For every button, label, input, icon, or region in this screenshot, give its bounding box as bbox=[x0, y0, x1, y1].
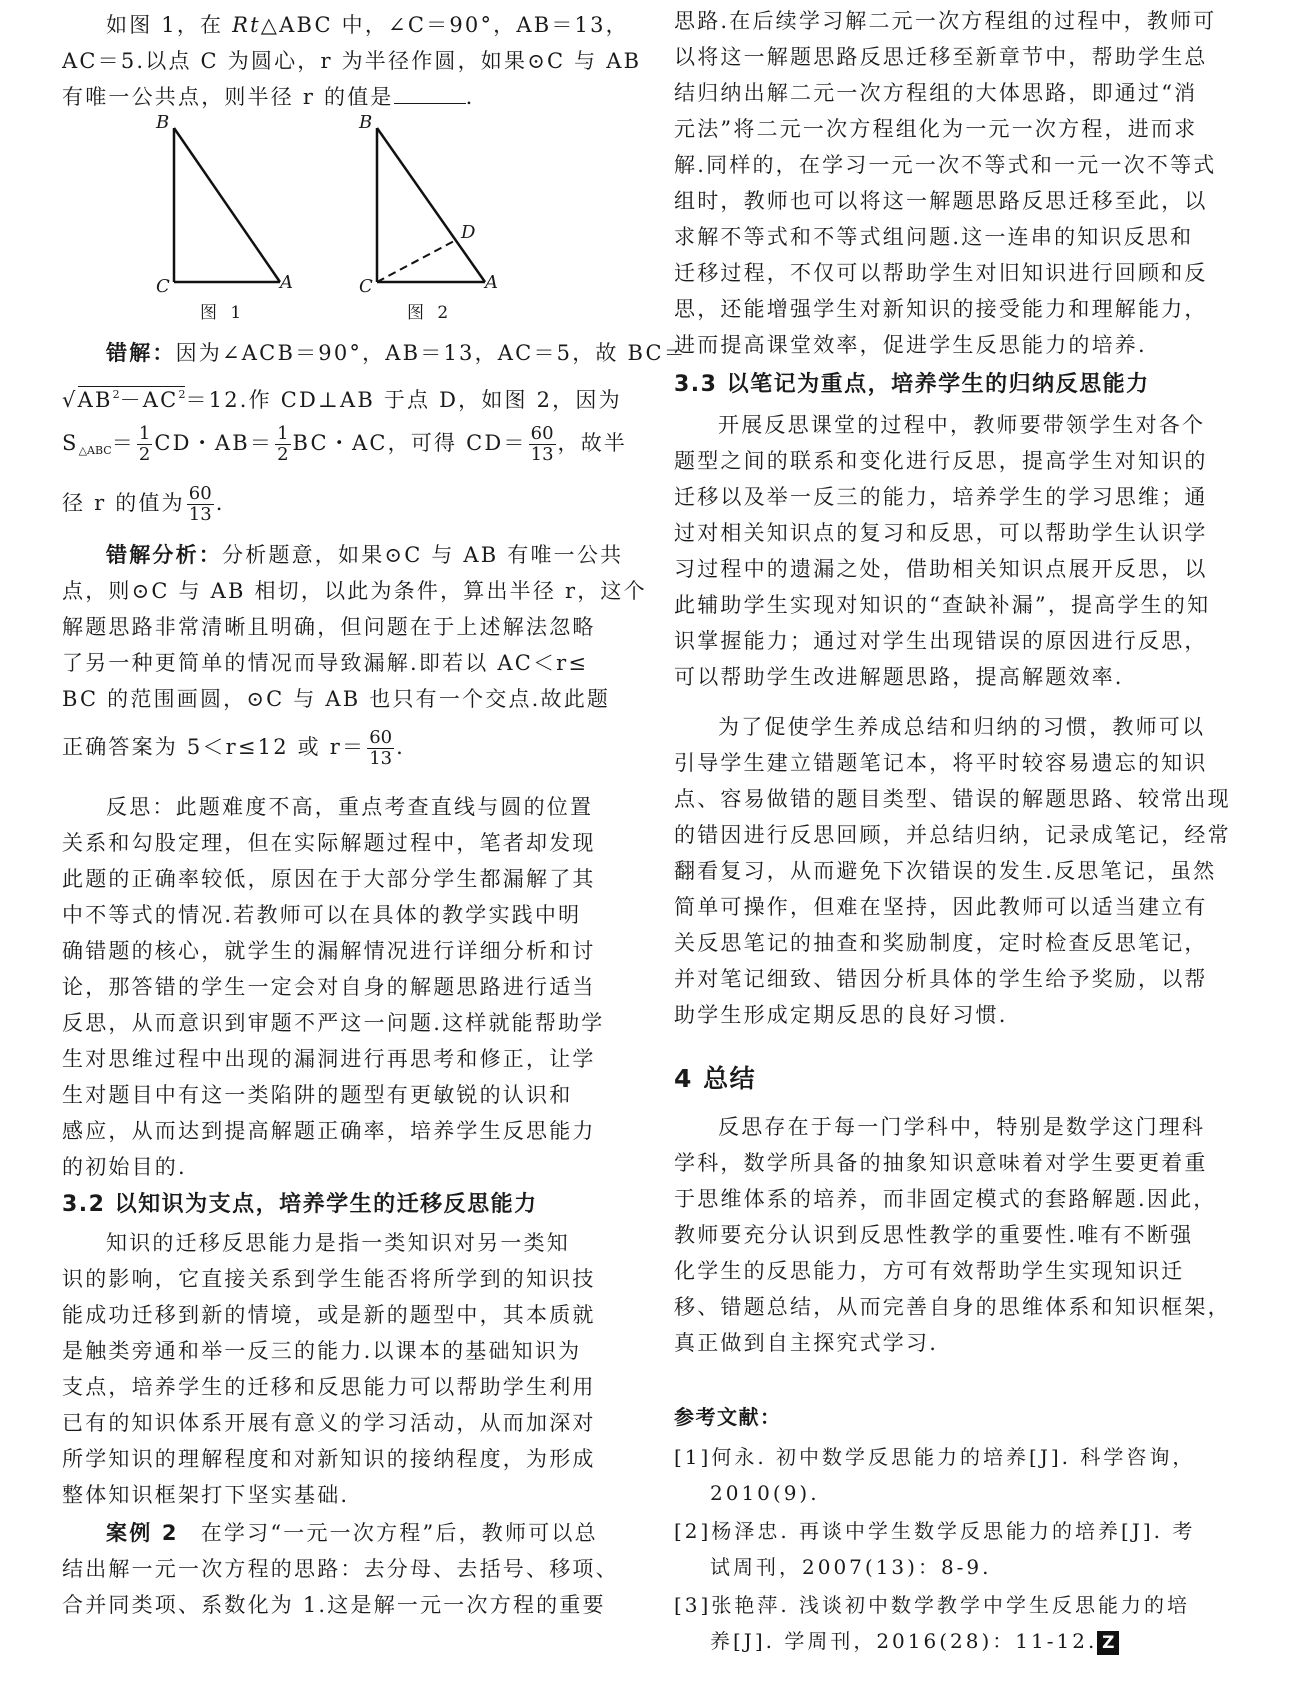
paragraph-line: 关反思笔记的抽查和奖励制度，定时检查反思笔记， bbox=[674, 931, 1208, 955]
paragraph-line: 确错题的核心，就学生的漏解情况进行详细分析和讨 bbox=[62, 939, 596, 963]
numerator: 1 bbox=[138, 423, 151, 444]
paragraph-line: 此辅助学生实现对知识的“查缺补漏”，提高学生的知 bbox=[674, 593, 1211, 617]
analysis-line-6 bbox=[62, 722, 405, 772]
paragraph-line: 解.同样的，在学习一元一次不等式和一元一次不等式 bbox=[674, 153, 1217, 177]
paragraph-line: 思，还能增强学生对新知识的接受能力和理解能力， bbox=[674, 297, 1208, 321]
paragraph-line: 过对相关知识点的复习和反思，可以帮助学生认识学 bbox=[674, 521, 1208, 545]
paragraph-line: 以将这一解题思路反思迁移至新章节中，帮助学生总 bbox=[674, 45, 1208, 69]
paragraph-line: 学科，数学所具备的抽象知识意味着对学生要更着重 bbox=[674, 1151, 1208, 1175]
paragraph-line: 迁移过程，不仅可以帮助学生对旧知识进行回顾和反 bbox=[674, 261, 1208, 285]
subscript: △ABC bbox=[78, 444, 112, 457]
paragraph-line: 元法”将二元一次方程组化为一元一次方程，进而求 bbox=[674, 117, 1198, 141]
wrong-solution-line-1 bbox=[62, 338, 687, 368]
paragraph-line: 并对笔记细致、错因分析具体的学生给予奖励，以帮 bbox=[674, 967, 1208, 991]
end-mark-logo: Z bbox=[1097, 1631, 1119, 1655]
denominator: 13 bbox=[369, 748, 393, 769]
problem-line-1 bbox=[62, 10, 629, 40]
wrong-solution-line-4 bbox=[62, 478, 225, 528]
wrong-solution-line-3 bbox=[62, 418, 627, 476]
fraction-60-13 bbox=[529, 424, 556, 465]
paragraph-line: 思路.在后续学习解二元一次方程组的过程中，教师可 bbox=[674, 9, 1217, 33]
section-heading-3-3: 3.3 以笔记为重点，培养学生的归纳反思能力 bbox=[674, 372, 1150, 397]
reference-line: [1]何永. 初中数学反思能力的培养[J]. 科学咨询， bbox=[674, 1445, 1196, 1469]
figure-caption: 图 2 bbox=[407, 303, 453, 323]
fraction-half bbox=[137, 424, 152, 465]
text: . bbox=[215, 491, 225, 515]
superscript: 2 bbox=[178, 388, 186, 401]
text: 在学习“一元一次方程”后，教师可以总 bbox=[200, 1521, 598, 1545]
figure-2 bbox=[357, 112, 507, 328]
paragraph-line: 中不等式的情况.若教师可以在具体的教学实践中明 bbox=[62, 903, 582, 927]
paragraph-line: 教师要充分认识到反思性教学的重要性.唯有不断强 bbox=[674, 1223, 1194, 1247]
case-2-line-3: 合并同类项、系数化为 1.这是解一元一次方程的重要 bbox=[62, 1593, 606, 1617]
paragraph-line: 识掌握能力；通过对学生出现错误的原因进行反思， bbox=[674, 629, 1208, 653]
analysis-line-2: 点，则⊙C 与 AB 相切，以此为条件，算出半径 r，这个 bbox=[62, 579, 647, 603]
text: ＝12.作 CD⊥AB 于点 D，如图 2，因为 bbox=[185, 388, 622, 412]
paragraph-line: 进而提高课堂效率，促进学生反思能力的培养. bbox=[674, 333, 1147, 357]
analysis-label: 错解分析： bbox=[106, 543, 222, 567]
paragraph-line: 真正做到自主探究式学习. bbox=[674, 1331, 939, 1355]
reference-line: 2010(9). bbox=[710, 1481, 820, 1505]
paragraph-line: 所学知识的理解程度和对新知识的接纳程度，为形成 bbox=[62, 1447, 596, 1471]
text: CD・AB＝ bbox=[154, 431, 274, 455]
numerator: 60 bbox=[188, 483, 212, 504]
denominator: 13 bbox=[530, 444, 554, 465]
fraction-half bbox=[275, 424, 290, 465]
wrong-solution-line-2 bbox=[62, 380, 622, 415]
denominator: 13 bbox=[188, 504, 212, 525]
paragraph-line: 组时，教师也可以将这一解题思路反思迁移至此，以 bbox=[674, 189, 1208, 213]
paragraph-line: 此题的正确率较低，原因在于大部分学生都漏解了其 bbox=[62, 867, 596, 891]
paragraph-line: 反思存在于每一门学科中，特别是数学这门理科 bbox=[718, 1115, 1206, 1139]
reference-line: [3]张艳萍. 浅谈初中数学教学中学生反思能力的培 bbox=[674, 1593, 1191, 1617]
numerator: 1 bbox=[277, 423, 289, 444]
paragraph-line: 论，那答错的学生一定会对自身的解题思路进行适当 bbox=[62, 975, 596, 999]
paragraph-line: 感应，从而达到提高解题正确率，培养学生反思能力 bbox=[62, 1119, 596, 1143]
numerator: 60 bbox=[530, 423, 554, 444]
paragraph-line: 支点，培养学生的迁移和反思能力可以帮助学生利用 bbox=[62, 1375, 596, 1399]
text: . bbox=[396, 735, 405, 759]
paragraph-line: 结归纳出解二元一次方程组的大体思路，即通过“消 bbox=[674, 81, 1198, 105]
paragraph-line: 能成功迁移到新的情境，或是新的题型中，其本质就 bbox=[62, 1303, 596, 1327]
fraction-60-13 bbox=[187, 484, 214, 525]
paragraph-line: 助学生形成定期反思的良好习惯. bbox=[674, 1003, 1008, 1027]
reference-line: 试周刊，2007(13)：8-9. bbox=[710, 1555, 992, 1579]
reference-line: [2]杨泽忠. 再谈中学生数学反思能力的培养[J]. 考 bbox=[674, 1519, 1196, 1543]
paragraph-line: 翻看复习，从而避免下次错误的发生.反思笔记，虽然 bbox=[674, 859, 1217, 883]
paragraph-line: 反思，从而意识到审题不严这一问题.这样就能帮助学 bbox=[62, 1011, 605, 1035]
paragraph-line: 是触类旁通和举一反三的能力.以课本的基础知识为 bbox=[62, 1339, 582, 1363]
superscript: 2 bbox=[112, 388, 120, 401]
wrong-solution-label: 错解： bbox=[106, 341, 176, 365]
denominator: 2 bbox=[277, 444, 289, 465]
figure-caption: 图 1 bbox=[200, 303, 246, 323]
paragraph-line: 化学生的反思能力，方可有效帮助学生实现知识迁 bbox=[674, 1259, 1185, 1283]
section-heading-4: 4 总结 bbox=[674, 1064, 757, 1093]
point-label-c: C bbox=[359, 276, 373, 297]
text: S bbox=[62, 431, 79, 455]
analysis-line-4: 了另一种更简单的情况而导致漏解.即若以 AC＜r≤ bbox=[62, 651, 589, 675]
point-label-b: B bbox=[359, 112, 373, 133]
text: Rt bbox=[232, 13, 261, 37]
paragraph-line: 知识的迁移反思能力是指一类知识对另一类知 bbox=[106, 1231, 570, 1255]
paragraph-line: 习过程中的遗漏之处，借助相关知识点展开反思，以 bbox=[674, 557, 1208, 581]
figure-1 bbox=[152, 112, 293, 328]
text: BC・AC，可得 CD＝ bbox=[292, 431, 527, 455]
problem-line-2: AC＝5.以点 C 为圆心，r 为半径作圆，如果⊙C 与 AB bbox=[62, 49, 642, 73]
triangle-figure-2 bbox=[357, 118, 507, 288]
case-2-line-1 bbox=[62, 1518, 598, 1548]
paragraph-line: 移、错题总结，从而完善自身的思维体系和知识框架， bbox=[674, 1295, 1231, 1319]
paragraph-line: 反思：此题难度不高，重点考查直线与圆的位置 bbox=[106, 795, 594, 819]
text: 有唯一公共点，则半径 r 的值是 bbox=[62, 85, 394, 109]
point-label-a: A bbox=[485, 272, 498, 293]
fraction-60-13 bbox=[367, 728, 394, 769]
paragraph-line: 迁移以及举一反三的能力，培养学生的学习思维；通 bbox=[674, 485, 1208, 509]
point-label-d: D bbox=[461, 222, 476, 243]
paragraph-line: 已有的知识体系开展有意义的学习活动，从而加深对 bbox=[62, 1411, 596, 1435]
paragraph-line: 的初始目的. bbox=[62, 1155, 187, 1179]
case-2-label: 案例 2 bbox=[106, 1521, 179, 1545]
paragraph-line: 引导学生建立错题笔记本，将平时较容易遗忘的知识 bbox=[674, 751, 1208, 775]
paragraph-line: 开展反思课堂的过程中，教师要带领学生对各个 bbox=[718, 413, 1206, 437]
section-heading-3-2: 3.2 以知识为支点，培养学生的迁移反思能力 bbox=[62, 1192, 538, 1217]
case-2-line-2: 结出解一元一次方程的思路：去分母、去括号、移项、 bbox=[62, 1557, 619, 1581]
text: ，故半 bbox=[557, 431, 628, 455]
text: －AC bbox=[119, 388, 179, 412]
denominator: 2 bbox=[138, 444, 151, 465]
paragraph-line: 关系和勾股定理，但在实际解题过程中，笔者却发现 bbox=[62, 831, 596, 855]
analysis-line-3: 解题思路非常清晰且明确，但问题在于上述解法忽略 bbox=[62, 615, 596, 639]
point-label-a: A bbox=[280, 272, 293, 293]
analysis-line-1 bbox=[62, 540, 623, 570]
paragraph-line: 点、容易做错的题目类型、错误的解题思路、较常出现 bbox=[674, 787, 1231, 811]
text: 因为∠ACB＝90°，AB＝13，AC＝5，故 BC＝ bbox=[175, 341, 687, 365]
paragraph-line: 简单可操作，但难在坚持，因此教师可以适当建立有 bbox=[674, 895, 1208, 919]
text: 如图 1，在 bbox=[106, 13, 233, 37]
sqrt-expression bbox=[78, 386, 186, 412]
text: AB bbox=[77, 388, 113, 412]
problem-line-3 bbox=[62, 82, 474, 112]
references-heading: 参考文献： bbox=[674, 1405, 782, 1429]
paragraph-line: 为了促使学生养成总结和归纳的习惯，教师可以 bbox=[718, 715, 1206, 739]
analysis-line-5: BC 的范围画圆，⊙C 与 AB 也只有一个交点.故此题 bbox=[62, 687, 611, 711]
paragraph-line: 识的影响，它直接关系到学生能否将所学到的知识技 bbox=[62, 1267, 596, 1291]
answer-blank bbox=[394, 83, 466, 104]
reference-line bbox=[710, 1626, 1119, 1656]
paragraph-line: 求解不等式和不等式组问题.这一连串的知识反思和 bbox=[674, 225, 1194, 249]
point-label-c: C bbox=[156, 276, 170, 297]
paragraph-line: 题型之间的联系和变化进行反思，提高学生对知识的 bbox=[674, 449, 1208, 473]
text: 养[J]. 学周刊，2016(28)：11-12. bbox=[710, 1629, 1098, 1653]
paragraph-line: 生对思维过程中出现的漏洞进行再思考和修正，让学 bbox=[62, 1047, 596, 1071]
numerator: 60 bbox=[369, 727, 393, 748]
paragraph-line: 于思维体系的培养，而非固定模式的套路解题.因此， bbox=[674, 1187, 1217, 1211]
text: △ABC 中，∠C＝90°，AB＝13， bbox=[260, 13, 629, 37]
paragraph-line: 生对题目中有这一类陷阱的题型有更敏锐的认识和 bbox=[62, 1083, 573, 1107]
paragraph-line: 的错因进行反思回顾，并总结归纳，记录成笔记，经常 bbox=[674, 823, 1231, 847]
paragraph-line: 可以帮助学生改进解题思路，提高解题效率. bbox=[674, 665, 1124, 689]
text: 正确答案为 5＜r≤12 或 r＝ bbox=[62, 735, 366, 759]
paragraph-line: 整体知识框架打下坚实基础. bbox=[62, 1483, 350, 1507]
text: ＝ bbox=[111, 431, 135, 455]
text: . bbox=[465, 85, 475, 109]
text: 分析题意，如果⊙C 与 AB 有唯一公共 bbox=[222, 543, 624, 567]
point-label-b: B bbox=[156, 112, 170, 133]
sqrt-sign: √ bbox=[62, 388, 78, 412]
text: 径 r 的值为 bbox=[62, 491, 185, 515]
triangle-figure-1 bbox=[152, 118, 292, 288]
